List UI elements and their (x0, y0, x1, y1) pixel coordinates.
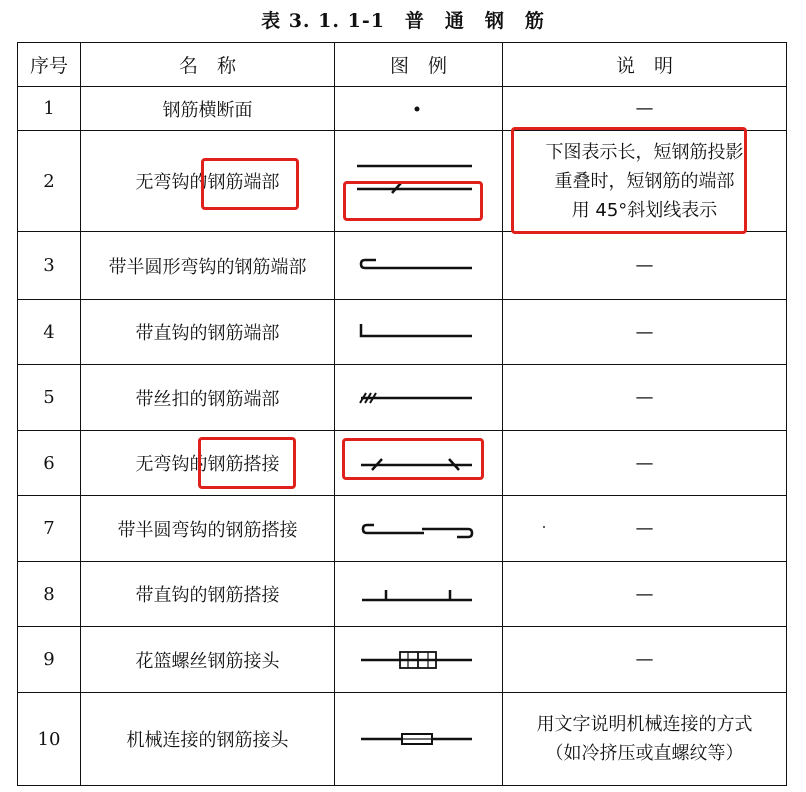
row-number: 3 (18, 232, 81, 300)
dot-icon (344, 94, 494, 124)
desc-text: — (635, 518, 654, 539)
row-name: 带直钩的钢筋搭接 (81, 562, 335, 627)
header-no: 序号 (18, 43, 81, 87)
row-name (81, 131, 335, 232)
row-desc: — (503, 431, 787, 496)
row-figure (335, 562, 503, 627)
row-number: 1 (18, 87, 81, 131)
lap-without-hook-icon (344, 448, 494, 478)
header-figure: 图 例 (335, 43, 503, 87)
table-row (18, 627, 787, 693)
row-figure (335, 232, 503, 300)
row-figure (335, 431, 503, 496)
straight-hook-end-icon (344, 317, 494, 347)
lap-semicircle-hook-icon (344, 514, 494, 544)
table-row (18, 365, 787, 431)
semicircle-hook-end-icon (344, 251, 494, 281)
row-figure (335, 693, 503, 786)
row-desc: — (503, 87, 787, 131)
row-name: 钢筋横断面 (81, 87, 335, 131)
table-row (18, 693, 787, 786)
lap-straight-hook-icon (344, 579, 494, 609)
row-number: 8 (18, 562, 81, 627)
row-name: 带半圆弯钩的钢筋搭接 (81, 496, 335, 562)
desc-line: 用文字说明机械连接的方式 (536, 714, 753, 735)
table-row (18, 300, 787, 365)
header-row (18, 43, 787, 87)
desc-line: 下图表示长，短钢筋投影 (545, 141, 744, 163)
row-number: 2 (18, 131, 81, 232)
row-desc: — (503, 627, 787, 693)
desc-line: （如冷挤压或直螺纹等） (545, 743, 744, 764)
table-row (18, 496, 787, 562)
row-name: 带丝扣的钢筋端部 (81, 365, 335, 431)
turnbuckle-joint-icon (344, 645, 494, 675)
header-name: 名 称 (81, 43, 335, 87)
straight-end-45-slash-icon (344, 151, 494, 211)
row-figure (335, 131, 503, 232)
row-figure (335, 300, 503, 365)
row-number: 6 (18, 431, 81, 496)
row-number: 7 (18, 496, 81, 562)
mechanical-coupler-icon (344, 724, 494, 754)
desc-line: 用 45°斜划线表示 (571, 199, 718, 221)
row-name: 机械连接的钢筋接头 (81, 693, 335, 786)
table-row (18, 131, 787, 232)
row-figure (335, 496, 503, 562)
row-name-text: 无弯钩的钢筋端部 (135, 172, 280, 193)
row-figure (335, 365, 503, 431)
row-number: 4 (18, 300, 81, 365)
row-name (81, 431, 335, 496)
table-row (18, 431, 787, 496)
row-figure (335, 87, 503, 131)
row-name: 带半圆形弯钩的钢筋端部 (81, 232, 335, 300)
table-title: 表 3. 1. 1-1 普 通 钢 筋 (261, 10, 545, 32)
row-name-text: 无弯钩的钢筋搭接 (135, 454, 280, 475)
header-desc: 说 明 (503, 43, 787, 87)
row-desc (503, 131, 787, 232)
row-number: 10 (18, 693, 81, 786)
row-desc: — (503, 365, 787, 431)
rebar-legend-table (17, 42, 787, 786)
table-row (18, 87, 787, 131)
desc-line: 重叠时，短钢筋的端部 (554, 170, 735, 192)
row-desc: — (503, 562, 787, 627)
row-desc: — (503, 232, 787, 300)
row-desc (503, 496, 787, 562)
table-row (18, 562, 787, 627)
row-name: 花篮螺丝钢筋接头 (81, 627, 335, 693)
row-figure (335, 627, 503, 693)
scan-speck (543, 526, 545, 528)
table-row (18, 232, 787, 300)
threaded-end-icon (344, 383, 494, 413)
row-desc (503, 693, 787, 786)
row-number: 9 (18, 627, 81, 693)
row-name: 带直钩的钢筋端部 (81, 300, 335, 365)
row-desc: — (503, 300, 787, 365)
row-number: 5 (18, 365, 81, 431)
